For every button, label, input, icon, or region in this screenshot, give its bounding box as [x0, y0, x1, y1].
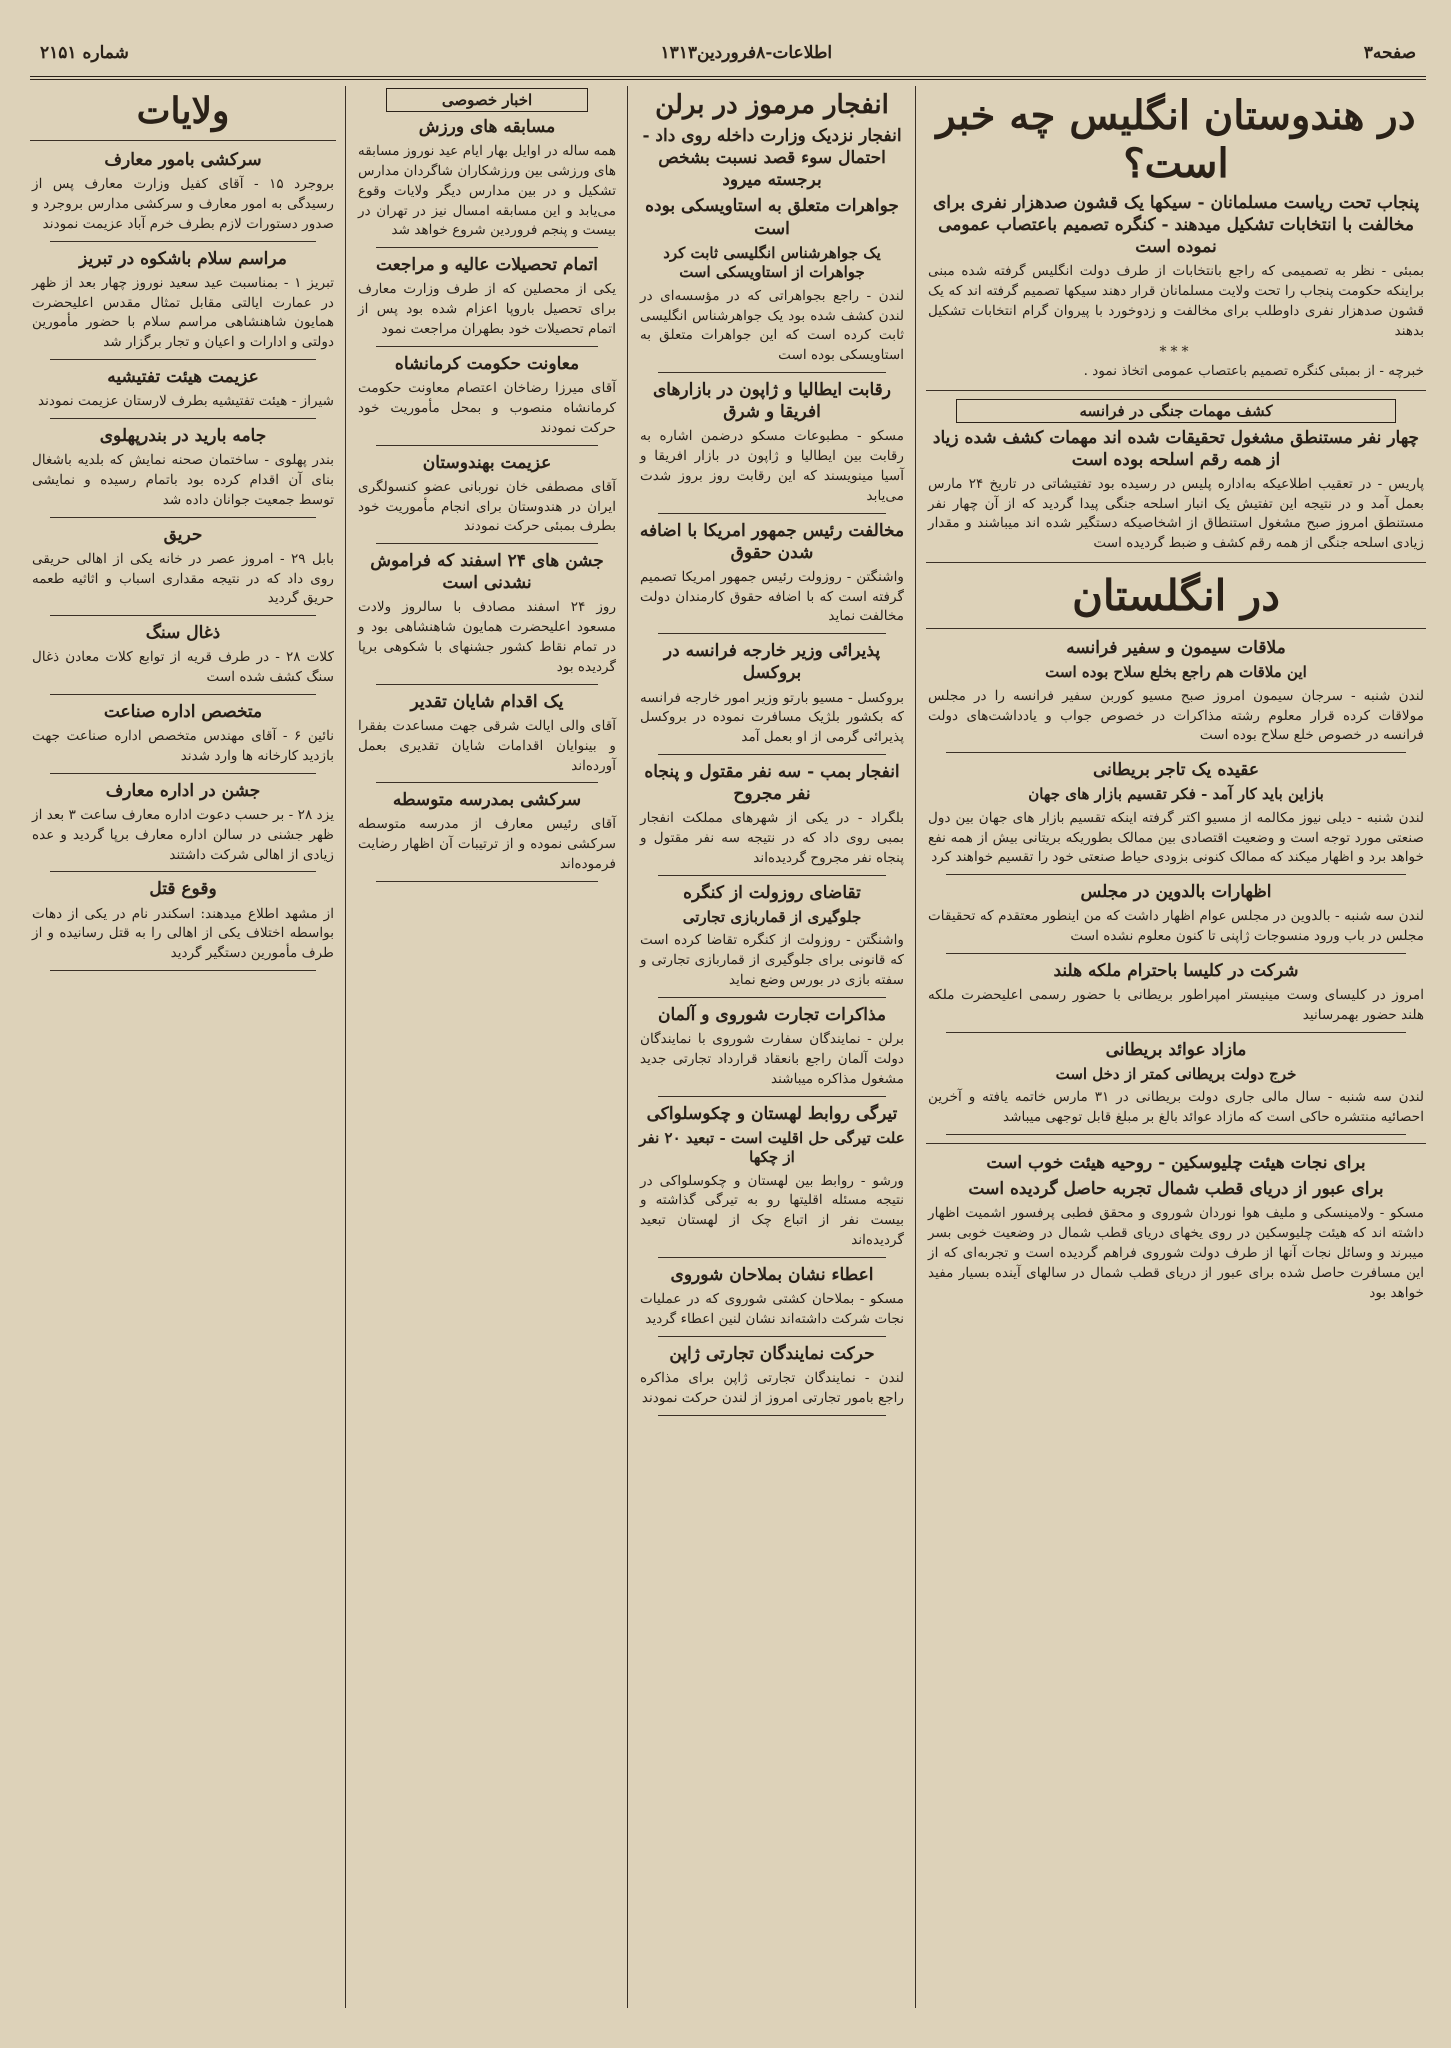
article-text: برلن - نمایندگان سفارت شوروی با نمایندگان دولت آلمان راجع بانعقاد قرارداد تجارتی جدید مشغول مذاکره میباشند: [640, 1030, 904, 1087]
article-separator: [376, 543, 598, 544]
article-headline: تیرگی روابط لهستان و چکوسلواکی: [646, 1103, 898, 1124]
article-separator: [658, 1096, 886, 1097]
article-separator: [658, 513, 886, 514]
article-headline: عقیده یک تاجر بریطانی: [1092, 760, 1260, 781]
article-headline: جواهرات متعلق به استاویسکی بوده است: [645, 196, 899, 239]
article-text: همه ساله در اوایل بهار ایام عید نوروز مسابقه های ورزشی بین ورزشکاران شاگردان مدارس تشکیل و در بین مدارس دیگر ولایات وقوع می‌یابد و این مسابقه امسال نیز در تهران در بیست و پنجم فروردین شروع خواهد شد: [358, 143, 616, 239]
masthead-date: اطلاعات-۸فروردین۱۳۱۳: [660, 43, 833, 63]
article-text: لندن شنبه - سرجان سیمون امروز صبح مسیو کوربن سفیر فرانسه را در مجلس مولاقات کرده قرار معلوم رشته مذاکرات در خصوص جواب و یادداشت‌های دولت فرانسه در خصوص خلع سلاح بوده است: [928, 687, 1424, 744]
article: [356, 452, 618, 545]
article-separator: [376, 684, 598, 685]
article-text: بروکسل - مسیو بارتو وزیر امور خارجه فرانسه که بکشور بلژیک مسافرت نموده در بروکسل پذیرائی گرمی از او بعمل آمد: [640, 689, 904, 746]
article-headline: مازاد عوائد بریطانی: [1105, 1039, 1247, 1060]
article-text: امروز در کلیسای وست مینیستر امپراطور بریطانی با حضور رسمی اعلیحضرت ملکه هلند حضور بهمرسانید: [928, 987, 1424, 1024]
article: [356, 116, 618, 248]
article-headline: جامه بارید در بندرپهلوی: [99, 426, 267, 447]
article-headline: مذاکرات تجارت شوروی و آلمان: [657, 1004, 887, 1025]
article-text: آقای رئیس معارف از مدرسه متوسطه سرکشی نموده و از ترتیبات آن اظهار رضایت فرموده‌اند: [358, 816, 616, 873]
article-headline: جشن در اداره معارف: [105, 780, 261, 801]
article-headline: شرکت در کلیسا باحترام ملکه هلند: [1053, 961, 1299, 982]
article-separator: [946, 1134, 1406, 1135]
article-text: آقای والی ایالت شرقی جهت مساعدت بفقرا و بینوایان اقدامات شایان تقدیری بعمل آورده‌اند: [358, 717, 616, 774]
chelyuskin-headline: برای نجات هیئت چلیوسکین - روحیه هیئت خوب است: [986, 1153, 1366, 1174]
article-separator: [50, 418, 316, 419]
article-headline: اعطاء نشان بملاحان شوروی: [670, 1264, 874, 1285]
berlin-headline: انفجار مرموز در برلن: [655, 90, 889, 120]
article-headline: اتمام تحصیلات عالیه و مراجعت: [376, 255, 598, 276]
section-england-title: در انگلستان: [1072, 571, 1280, 621]
article-separator: [946, 1032, 1406, 1033]
article-headline: سرکشی بمدرسه متوسطه: [392, 790, 582, 811]
article-headline: یک اقدام شایان تقدیر: [410, 691, 564, 712]
article: [356, 789, 618, 882]
article-text: یزد ۲۸ - بر حسب دعوت اداره معارف ساعت ۳ بعد از ظهر جشنی در سالن اداره معارف برپا گردید و عده زیادی از اهالی شرکت داشتند: [32, 806, 334, 863]
article-text: بابل ۲۹ - امروز عصر در خانه یکی از اهالی حریقی روی داد که در نتیجه مقداری اسباب و اثاثیه طعمه حریق گردید: [32, 550, 334, 607]
article-headline: جشن های ۲۴ اسفند که فراموش نشدنی است: [370, 551, 604, 594]
article-separator: [50, 615, 316, 616]
article: [30, 701, 336, 774]
article-headline: متخصص اداره صناعت: [103, 702, 263, 723]
article-separator: [658, 875, 886, 876]
article-separator: [946, 874, 1406, 875]
article-headline: انفجار بمب - سه نفر مقتول و پنجاه نفر مجروح: [644, 762, 900, 805]
article: [926, 881, 1426, 954]
separator-stars: ***: [1159, 343, 1193, 360]
article-separator: [946, 953, 1406, 954]
article: [30, 149, 336, 242]
article: [638, 1264, 906, 1337]
article-separator: [658, 1415, 886, 1416]
article-text: نائین ۶ - آقای مهندس متخصص اداره صناعت جهت بازدید کارخانه ها وارد شدند: [32, 728, 334, 764]
article: [638, 882, 906, 998]
article-text: بندر پهلوی - ساختمان صحنه نمایش که بلدیه باشغال بنای آن اقدام کرده بود باتمام رسیده و نمایشی توسط جمعیت جوانان داده شد: [32, 452, 334, 508]
headline-india: در هندوستان انگلیس چه خبر است؟: [936, 92, 1416, 187]
article-text: ورشو - روابط بین لهستان و چکوسلواکی در نتیجه مسئله اقلیتها رو به تیرگی گذاشته و بیست نفر از اتباع چک از لهستان تبعید گردیده‌اند: [640, 1172, 904, 1249]
provinces-articles: [30, 149, 336, 971]
berlin-subhead: انفجار نزدیک وزارت داخله روی داد - احتمال سوء قصد نسبت بشخص برجسته میرود: [642, 126, 902, 191]
article: [638, 1343, 906, 1416]
article-subhead: این ملاقات هم راجع بخلع سلاح بوده است: [1045, 663, 1307, 682]
article-headline: ذغال سنگ: [145, 623, 221, 644]
article-headline: معاونت حکومت کرمانشاه: [394, 353, 580, 374]
article-text: لندن شنبه - دیلی نیوز مکالمه از مسیو اکتر گرفته اینکه تقسیم بازار های جهان بین دول صنعتی مورد توجه است و وضعیت اقتصادی بین ممالک بطوریکه بریتانی بیش از همه نفع خواهد برد و اظهار میکند که ممالک کنونی بزودی حیاط صنعتی خود را تقسیم خواهند کرد: [928, 809, 1424, 866]
article-separator: [946, 752, 1406, 753]
article: [30, 248, 336, 360]
article-separator: [50, 517, 316, 518]
article-separator: [50, 871, 316, 872]
article-separator: [50, 241, 316, 242]
article: [638, 1004, 906, 1097]
article: [356, 550, 618, 685]
article-text: آقای میرزا رضاخان اعتصام معاونت حکومت کرمانشاه منصوب و بمحل مأموریت خود حرکت نمودند: [358, 380, 616, 436]
article-text: لندن سه شنبه - بالدوین در مجلس عوام اظهار داشت که من اینطور معتقدم که تحقیقات مجلس در باب ورود منسوجات ژاپنی تا کنون معلوم نشده است: [928, 908, 1424, 945]
article-separator: [658, 372, 886, 373]
private-news-label: اخبار خصوصی: [386, 88, 588, 112]
article-separator: [658, 1336, 886, 1337]
france-arms-heading: کشف مهمات جنگی در فرانسه: [956, 399, 1396, 423]
article: [638, 1103, 906, 1258]
article-separator: [50, 359, 316, 360]
article-headline: حریق: [163, 524, 203, 545]
article-headline: حرکت نمایندگان تجارتی ژاپن: [669, 1343, 875, 1364]
article-subhead: جلوگیری از قماربازی تجارتی: [682, 907, 862, 926]
article-subhead: علت تیرگی حل اقلیت است - تبعید ۲۰ نفر از چکها: [639, 1128, 905, 1167]
england-articles: [926, 637, 1426, 1135]
article-separator: [50, 694, 316, 695]
column-india-england: [926, 86, 1426, 2018]
article-text: لندن سه شنبه - سال مالی جاری دولت بریطانی در ۳۱ مارس خاتمه یافته و آخرین احصائیه منتشره حاکی است که مازاد عوائد بالغ بر مبلغ قابل توجهی میباشد: [928, 1089, 1424, 1126]
article: [926, 637, 1426, 753]
article-text: مسکو - بملاحان کشتی شوروی که در عملیات نجات شرکت داشته‌اند نشان لنین اعطاء گردید: [640, 1291, 904, 1327]
article-text: کلات ۲۸ - در طرف قریه از توابع کلات معادن ذغال سنگ کشف شده است: [32, 649, 335, 686]
article-headline: مسابقه های ورزش: [418, 117, 556, 137]
article-headline: تقاضای روزولت از کنگره: [683, 882, 861, 903]
article-text: بروجرد ۱۵ - آقای کفیل وزارت معارف پس از رسیدگی به امور معارف و سرکشی مدارس بروجرد و صدور دستورات لازم بطرف خرم آباد عزیمت نمودند: [32, 176, 334, 232]
article-headline: ملاقات سیمون و سفیر فرانسه: [1066, 638, 1286, 659]
article-text: واشنگتن - روزولت رئیس جمهور امریکا تصمیم گرفته است که با اضافه حقوق کارمندان دولت مخالفت نماید: [640, 568, 904, 625]
article-text: لندن - راجع بجواهراتی که در مؤسسه‌ای در لندن کشف شده بود یک جواهرشناس انگلیسی ثابت کرده است که این جواهرات متعلق به استاویسکی بوده است: [640, 287, 904, 364]
article-subhead: خرج دولت بریطانی کمتر از دخل است: [1055, 1064, 1297, 1083]
article-text: تبریز ۱ - بمناسبت عید سعید نوروز چهار بعد از ظهر در عمارت ایالتی مقابل تمثال مقدس اعلیحضرت همایون شاهنشاهی مراسم سلام با حضور مأمورین دولتی و ادارات و اعیان و تجار برگزار شد: [32, 274, 334, 351]
article-separator: [376, 346, 598, 347]
article-headline: اظهارات بالدوین در مجلس: [1080, 882, 1272, 903]
article-separator: [658, 1257, 886, 1258]
article-text: لندن - نمایندگان تجارتی ژاپن برای مذاکره راجع بامور تجارتی امروز از لندن حرکت نمودند: [640, 1369, 904, 1406]
article-separator: [658, 633, 886, 634]
article-headline: سرکشی بامور معارف: [104, 150, 262, 170]
article-text: آقای مصطفی خان نوربانی عضو کنسولگری ایران در هندوستان برای انجام مأموریت خود بطرف بمبئی حرکت نمودند: [358, 478, 616, 535]
article: [926, 759, 1426, 875]
article-text: یکی از محصلین که از طرف وزارت معارف برای تحصیل باروپا اعزام شده بود پس از اتمام تحصیلات خود بطهران مراجعت نمود: [358, 281, 616, 338]
article-headline: رقابت ایطالیا و ژاپون در بازارهای افریقا و شرق: [652, 380, 892, 423]
article: [638, 379, 906, 514]
article-text: واشنگتن - روزولت از کنگره تقاضا کرده است که قانونی برای جلوگیری از قماربازی تجارتی و سفته بازی در بورس وضع نماید: [640, 932, 904, 989]
article: [638, 195, 906, 373]
article-separator: [50, 970, 316, 971]
column-world-news: [638, 86, 906, 2018]
chelyuskin-subhead: برای عبور از دریای قطب شمال تجربه حاصل گردیده است: [968, 1179, 1384, 1200]
article: [30, 524, 336, 617]
article: [356, 691, 618, 784]
article-text: روز ۲۴ اسفند مصادف با سالروز ولادت مسعود اعلیحضرت همایون شاهنشاهی بود و در تمام نقاط کشور جشنهای با شکوهی برپا گردیده بود: [358, 599, 617, 675]
article-text: از مشهد اطلاع میدهند: اسکندر نام در یکی از دهات بواسطه اختلاف یکی از اهالی را به قتل رسانیده و از طرف مأمورین دستگیر گردید: [32, 905, 334, 962]
article: [926, 960, 1426, 1033]
article-headline: مخالفت رئیس جمهور امریکا با اضافه شدن حقوق: [639, 520, 905, 563]
article-headline: وقوع قتل: [149, 879, 217, 900]
article: [30, 878, 336, 971]
article-separator: [50, 773, 316, 774]
chelyuskin-text: مسکو - ولامینسکی و ملیف هوا نوردان شوروی و محقق فطبی پرفسور اشمیت اظهار داشته اند که هیئت چلیوسکین در روی یخهای دریای قطب شمال در وضعیت خوبی بسر میبرند و وسائل نجات آنها از طرف دولت شوروی فراهم گردیده است و تجربه‌ای که از این مسافرت حاصل شده برای عبور از دریای قطب شمال در سالهای آینده بسیار مفید خواهد بود: [928, 1205, 1424, 1301]
article-separator: [658, 754, 886, 755]
article: [30, 622, 336, 695]
article: [356, 254, 618, 347]
article-separator: [658, 997, 886, 998]
article-headline: پذیرائی وزیر خارجه فرانسه در بروکسل: [663, 641, 881, 684]
article: [638, 640, 906, 755]
newspaper-page: [30, 30, 1426, 2018]
article-text: شیراز - هیئت تفتیشیه بطرف لارستان عزیمت نمودند: [38, 393, 334, 410]
article: [638, 520, 906, 635]
page-number: صفحه۳: [1363, 43, 1416, 63]
provinces-title: ولایات: [136, 90, 230, 132]
article-text: بلگراد - در یکی از شهرهای مملکت انفجار بمبی روی داد که در نتیجه سه نفر مقتول و پنجاه نفر مجروح گردیده‌اند: [640, 810, 904, 866]
private-articles: [356, 116, 618, 882]
article-headline: عزیمت بهندوستان: [422, 452, 552, 473]
article-subhead: یک جواهرشناس انگلیسی ثابت کرد جواهرات از استاویسکی است: [663, 243, 881, 282]
article: [30, 780, 336, 873]
article: [926, 1039, 1426, 1135]
article: [30, 366, 336, 419]
article-india-text: بمبئی - نظر به تصمیمی که راجع بانتخابات از طرف دولت انگلیس گرفته شده مبنی براینکه حکومت پنجاب را تحت ولایت مسلمانان قرار دهند سیکها تصمیم گرفته اند که یک قشون صدهزار نفری داوطلب برای مخالفت و زدوخورد با پیروان گرام انتخابات تشکیل بدهند: [928, 263, 1424, 339]
article-subhead: بازاین باید کار آمد - فکر تقسیم بازار های جهان: [1028, 785, 1324, 804]
article: [30, 425, 336, 518]
masthead: [30, 30, 1426, 80]
article-separator: [376, 445, 598, 446]
column-private-news: [356, 86, 618, 2018]
issue-number: شماره ۲۱۵۱: [40, 43, 129, 63]
article: [638, 761, 906, 876]
article-separator: [376, 247, 598, 248]
france-arms-subhead: چهار نفر مستنطق مشغول تحقیقات شده اند مهمات کشف شده زیاد از همه رقم اسلحه بوده است: [932, 427, 1420, 470]
article-headline: عزیمت هیئت تفتیشیه: [107, 367, 259, 388]
subhead-india: پنجاب تحت ریاست مسلمانان - سیکها یک قشون صدهزار نفری برای مخالفت با انتخابات تشکیل میدهند - کنگره تصمیم باعتصاب عمومی نموده است: [932, 193, 1420, 258]
article-separator: [376, 782, 598, 783]
article-congress-text: خبرچه - از بمبئی کنگره تصمیم باعتصاب عمومی اتخاذ نمود .: [1083, 362, 1424, 379]
article-headline: مراسم سلام باشکوه در تبریز: [79, 248, 287, 269]
article-separator: [376, 881, 598, 882]
world-articles: [638, 195, 906, 1415]
france-arms-text: پاریس - در تعقیب اطلاعیکه به‌اداره پلیس در رسیده بود تفتیشاتی در تاریخ ۲۴ مارس بعمل آمد و در نتیجه این تفتیش یک انبار اسلحه جنگی پیدا گردید که از آن چهار نفر مستنطق امروز صبح مشغول استنطاق از اشخاصیکه دستگیر شده اند میباشند و مقدار زیادی اسلحه جنگی از همه رقم کشف و ضبط گردیده است: [928, 475, 1424, 552]
column-provinces: [30, 86, 336, 2018]
article-text: مسکو - مطبوعات مسکو درضمن اشاره به رقابت بین ایطالیا و ژاپون در بازار افریقا و آسیا مینویسند که این رقابت روز بروز شدت می‌یابد: [640, 428, 904, 504]
article: [356, 353, 618, 446]
